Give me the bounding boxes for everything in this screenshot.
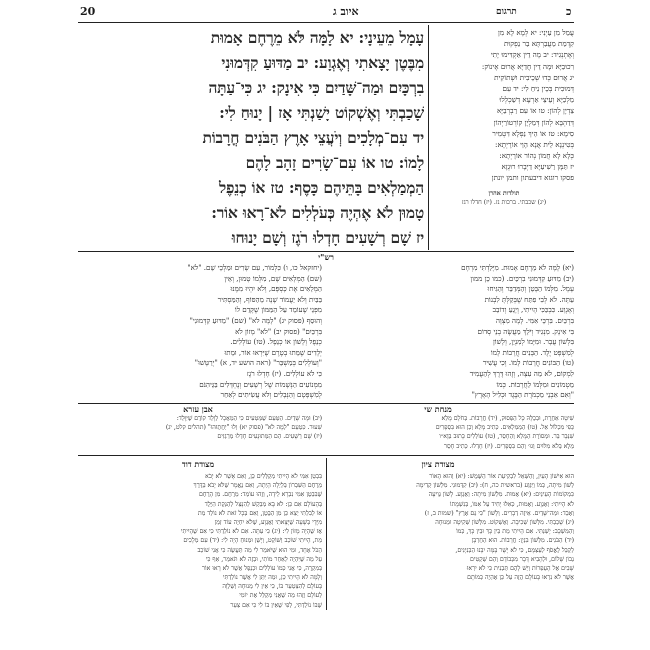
book-page (78, 0, 574, 650)
column-divider (428, 25, 429, 250)
rashi-line: מִפְּנֵי שֶׁעוֹמֵד עַל הַמַּמּוֹן שֶׁקָּדַם לוֹ (234, 305, 322, 315)
metzudat-david-line: שֶׁבִּבְטֶן אִמִּי נִבְרָא לֵידָה, וְזֶהוּ עוֹמֵד: מֵרֶחֶם. מִן הָרֶחֶם (199, 491, 322, 499)
rashi-right-column (330, 263, 574, 401)
main-line: לָמוֹ: טו אוֹ עִם־שָׂרִים זָהָב לָהֶם (245, 153, 424, 172)
rashi-line: עָמָל. מִלְּמוֹ הַבָּטֵן וְהַמְּדַבֵּר וְהַגִּיחוּ (487, 284, 574, 294)
metzudat-tzion-line: אֲשֶׁר לֹא נִרְאוּ בָּעוֹלָם הֲזֶה עַל כֵּן אֶהְיֶה כְּמוֹתָם (467, 574, 574, 582)
rashi-line: (יב) מַדּוּעַ קִדְּמוּנִי בִרְכַּיִם. (כמו כֵן ממון (470, 273, 574, 283)
main-line: מִבֶּטֶן יָצָאתִי וְאֶגְוָע: יב מַדּוּעַ קִדְּמוּנִי (221, 53, 424, 72)
rashi-line: וְאָגְוָע. כִּבְכַּכִּי הָיִיתִי, וְיָגֵעַ וְדוֹבֵב (492, 305, 574, 315)
main-line: טָמוּן לֹא אֶהְיֶה כְּעֹלְלִים לֹא־רָאוּ אוֹר: (211, 203, 424, 222)
metzudat-tzion-line: לֹא הָיִיתִי: וְאֶגְוָע. וְאָמוּת, כְּאִלּוּ יָחִיד עַל אִמּוֹ, בְּנִשְׁמָתוֹ (449, 500, 574, 508)
targum-line: דְּמוּכִית בְּכֵין נִיחַ לִי: יד עִם (502, 83, 574, 93)
metzudat-tzion-line: לְקַבֵּל לֶאֱסֹף לְעַצְמָם, כִּי לֹא יָשָׁר בָּמָּה יִבָּנוּ הַבְּנִיָּנִים, (455, 546, 574, 554)
metzudat-tzion-line: וְהַמִּשְׁכָּב: יָשַׁנְתִּי. אִם הָיִיתִי מֵת בֵּין כָּךְ וּבֵין כָּךְ, כְּמוֹ (456, 528, 574, 536)
rashi-line: "וְעוֹלְלִים בְּמַשְׁבֵּר" (ראה הושע יד, א) "יְרַטָּשׁוּ" (194, 358, 322, 368)
metzudat-tzion-line: הוּא אִישׁוֹן הָעַיִן, וְהַשְּׁאֵל לִבְקִיעַת אוֹר הַשֶּׁמֶשׁ: (יא) וְהוּא הָאוֹר (429, 473, 574, 480)
minchat-shai-heading: מנחת שי (424, 404, 452, 414)
page-number: 20 (80, 5, 96, 18)
metzudat-david-line: בְּמִקְרֶה, כִּי אֲנִי כְּמוֹ עוֹלְלִים וּכְנֵפֶל אֲשֶׁר לֹא רָאוּ אוֹר (201, 564, 322, 572)
rashi-line: (יחזקאל כו, ו) כִּלְמוֹר, עִם שָׂרִים וּמַלְכֵי שֵׁם. "לֹא" (187, 263, 322, 272)
rashi-line: כִּי לֹא עוֹלְלִים. (יז) חָדְלוּ רֹגֶז (246, 368, 322, 378)
metzudat-tzion-line: (יד) הַבֹּנִים. מִלְּשׁוֹן בִּנְיָן: חֳרָבוֹת. הוּא הַחֻרְבָּן (471, 537, 574, 545)
rashi-line: כְנֵפֶל וְלָשׁוֹן אוֹ כְנֵפֶל. (טז) עוֹלְלִים. (230, 337, 322, 347)
rashi-heading: רש"י (318, 252, 334, 262)
ibn-ezra-line: (יב) וּמָה שָׁדַיִם. הַטַּעַם שֶׁמַּטְעִים כִּי הַמַּאֲכָל לְוָלַד קוֹדֶם שֶׁיִּוָּלֵד: (176, 415, 322, 422)
rashi-line: בִּרְכַּיִם" (פסוק יב) "לֹא" מָזוֹן לֹא (235, 326, 322, 336)
metzudat-tzion-line: שָׁבִים אֶל הָעַפְרוֹת וְיֵשׁ לָהֶם תַּבְנִית כִּי לֹא יִרְאוּ (466, 564, 574, 572)
bottom-top-rule (78, 455, 574, 456)
targum-line: דְּדַהְבָּא לְהוֹן דְּמַלְיָן קוֹרְטוֹרַיְהוֹן (493, 117, 574, 127)
rashi-line: מִמְּנוֹעִים הַנְּשָׁמוֹת שֶׁל רְשָׁעִים וְנֶחְדָּלִים בַּגֵּיהִנֹּם (199, 379, 322, 389)
targum-line: מַלְכַיָּא וְעֵיצֵי אַרְעָא דְשַׁכְלְלוּ (499, 95, 574, 105)
rashi-line: מַטְמוֹנִים וּמִלְּמוֹ לַחֲרָבוֹת. כְּמוֹ (496, 379, 574, 389)
metzudat-david-column (78, 472, 322, 610)
main-line: עָמָל מֵעֵינָי: יא לָמָּה לֹּא מֵרֶחֶם אָמוּת (210, 28, 424, 47)
targum-line: יז תַּמָּן רַשִׁיעַיָּא דַיְבָרוּ רוּגְזָא (501, 162, 574, 172)
metzudat-tzion-line: וְאָבֵד: וּמַה־שָּׁדַיִם. אֵיזֶה דְבָרִים. וְלָשׁוֹן "כִּי גַּם אָרֶץ" (שמות ב, ז) (424, 509, 574, 517)
rashi-left-column (78, 263, 322, 401)
ibn-ezra-heading: אבן עזרא (183, 404, 213, 414)
minchat-shai-line: מֵלֶא בְּלֹא מִלּוּיִם וְגוּ׳ וְהֵם בִּסְפָרִים. (יז) חָדְלוּ. כְּתִיב חָסֵר (444, 442, 574, 450)
rashi-line: עַתָּה. לֹא לְבִי פִתַּח שֶׁבְּקַלְּתָּ לִבְנוֹת (484, 294, 574, 304)
main-text (78, 25, 424, 250)
rashi-line: בִּלְשׁוֹן עֲבָר. וּמִיָּמוֹ לְמִנְיַן, וְלָשׁוֹן (492, 337, 574, 347)
metzudat-david-line: בִּבְטַן אִמִּי לֹא הָיִיתִי מְקַלְּלִים כֵּן, וְאִם אָשֵׁר לֹא יָבֹא (205, 473, 322, 480)
metzudat-tzion-column (330, 472, 574, 582)
minchat-shai-line: שִׁנְּבָר בְּר. וּמְסוֹרֶת הַמָּלֵא וְהַחָסֵר, (טז) עוֹלְלִים כָּתוּב בְּוָא״ו (439, 433, 574, 441)
targum-line: סִימָא: טז אוֹ הֵיךְ נַפְלָא דִּטְמִיר (492, 128, 574, 138)
ibn-ezra-line: שִׁעוּר. כִּטַעַם "לְמָה לֹא" (פסוק יא) וְלוּ "יַחֲתֻוּהוּ" (תהלים קלט, יג) (165, 424, 322, 432)
metzudat-david-line: אָז שֶׁהָיָה מָזוֹן לִי: (יג) כִּי עַתָּה. אִם לֹא נוֹלַדְתִּי כִּי אִם שֶׁהָיִיתִי (180, 528, 322, 536)
rashi-line: לִמְקוֹם, לֹא מַה עִצָה, וְזֶהוּ דֶּרֶךְ לְהַעֲמִיד (469, 368, 574, 378)
minchat-shai-line: כְּפִי מִכְלוֹל אֵל. (טו) הַמְמַלְאִים. כְּתִיב מָלֵא וְכֵן הוּא בִּסְפָרִים (435, 424, 574, 432)
metzudat-tzion-line: נְבוֹן שָׁלוֹם, וּלְהָבִיא דָּבָר מִכְּבוֹדָם וְהֵם שְׁקֵטִים (469, 555, 574, 563)
targum-line: כְּלָא לָא חֲמוֹן נְהוֹר אוֹרָיְתָא: (499, 151, 574, 161)
main-line: שָׁכַבְתִּי וְאֶשְׁקוֹט יָשַׁנְתִּי אָז | יָנוּחַ לִי: (219, 103, 424, 122)
rashi-line: (יא) לָמָּה לֹא מֵרֶחֶם אָמוּת. מִיָּלַדְתִּי מִרְחָם (461, 263, 574, 272)
targum-column (434, 27, 574, 184)
targum-line: וְאֶתְנְגִיד: יב מָה דֵין אַקְדִּימוּ יָתִי (490, 50, 574, 60)
main-line: יד עִם־מְלָכִים וְיֹעֲצֵי אָרֶץ הַבֹּנִים חֳרָבוֹת (202, 128, 424, 147)
main-line: הַמְמַלְאִים בָּתֵּיהֶם כָּסֶף: טז אוֹ כְנֵפֶל (218, 178, 424, 197)
rashi-line: בַּבַּיִת וְלֹא יַעֲמוֹד שָׁנָה מֵהַסּוֹף, וְהַמַּסְתִּיר (217, 294, 322, 304)
rashi-line: (טו) הַבּוֹנִים חֳרָבוֹת לָמוֹ. וְכִי עֲשִׁיר (482, 358, 574, 368)
marginal-note-title: תולדות אהרן (488, 190, 520, 197)
main-line: יז שָׁם רְשָׁעִים חָדְלוּ רֹגֶז וְשָׁם יָנוּחוּ (231, 228, 424, 247)
minchat-shai-line: שִׁיטָה אַחֶרֶת, וּבְכֻלָּהּ כָּל הַפְּסוּק, (יד) חֳרָבוֹת. בְּחֹלָם מָלֵא (441, 415, 574, 422)
targum-line: פסקו רוגזא דיבעתון ותמן יונתן (491, 173, 574, 183)
rashi-line: יְלָדִים שֶׁמֵּתוּ בְטֶרֶם שֶׁיִּרְאוּ אוֹר, וּמֵתוּ (224, 347, 322, 357)
targum-label: תרגום (496, 7, 517, 17)
metzudat-david-line: שֶׁבּוֹ נוֹלַדְתִּי, לְפִי שֶׁאֵין בּוֹ לִי כִּי אִם צַעַר (230, 601, 322, 609)
metzudat-david-line: לְעוֹלָם וְזֶהוּ מַה שֶׁאֲנִי מְקַלֵּל אֶת יוֹמִי (239, 592, 322, 600)
metzudat-david-line: אוֹ לְבִלְתִּי יֵצֵא כֵּן מִן הַבֶּטֶן, וְאִם בְּכָל זֹאת לֹא נוֹלַד מֵת (197, 509, 322, 517)
book-title: איוב ג (333, 5, 359, 18)
metzudat-tzion-heading: מצודת ציון (421, 459, 455, 469)
rashi-line: לְמִשְׁפָּט יֶלֶד. הַבָּנִים חֳרָבוֹת לָמוֹ (490, 347, 574, 357)
metzudat-david-line: בָּעוֹלָם לְהִצְטַעֵר בּוֹ, כִּי אֵין לִי מְנוּחָה וְשַׁלְוָה (222, 583, 322, 591)
rashi-line: הַמְּלֵאִים אֶת כָּסְפָּם, וְלֹא יִהְיוּ מִמֶּנּוּ (230, 284, 322, 294)
metzudat-tzion-line: (יג) שָׁכַבְתִּי. מִלְּשׁוֹן שְׁכִיבָה. וְאֶשְׁקוֹט. מִלְּשׁוֹן שְׁקִיטָה וּמְנוּחָה (435, 518, 574, 526)
rashi-line: בִּי אִינָק. מִנְגִיד וְיֹלֵךְ מַעֲשֶׂה בְנֵי סְדוֹם (477, 326, 574, 336)
metzudat-david-heading: מצודת דוד (181, 459, 215, 469)
metzudat-david-line: וְלָמָּה לֹא הָיִיתִי כֵּן, וּמַה יִּתֵּן לִי אֲשֶׁר נוֹלַדְתִּי (222, 574, 322, 582)
marginal-note (434, 189, 574, 207)
rashi-line: "וְאִם אַבְנֵי מַכְמֹרֶת הַבֶּגֶד וּכְלִיל הָאָרֶץ" (471, 390, 574, 400)
ibn-ezra-line: (יז) שָׁם רְשָׁעִים. הֵם הַמְּתוּנָעִים חָדְלוּ מְרַגְזִים (217, 433, 322, 441)
targum-line: בְּטִינְנָא לֵית אֲנָא הָוֵי אוֹרָיְתָא: (495, 139, 574, 149)
header-rule (78, 22, 574, 23)
rashi-line: וְהוּסַף (פסוק יג) "לָמָּה לֹא" (שם) "מַדּוּעַ קִדְּמוּנִי" (189, 315, 322, 325)
targum-line: עֲמַל מִן עַיְנִי: יא לְמָא לָא מִן (498, 28, 574, 37)
targum-line: יג אֲרוּם כְּדוּ שְׁכֵיבִית וּשְׁתוֹקִית (494, 72, 574, 82)
rashi-line: בִּרְכַּיִם. בִּרְכֵּי אִמִּי. לָמָה מִצְוָה (495, 315, 574, 325)
metzudat-david-line: מֵרֶחֶם הַשִּׁבְרוֹן בְּלַיְלָה הָיְתָה, וְאִם נֶאֱמָר שֶׁלֹּא יָבֹא בַּדֶּרֶךְ (193, 482, 322, 490)
rashi-line: (שם) הַמְּלָאִים שָׁם, מִלְּמוֹ טָמוּן, וְאֵין (224, 273, 322, 283)
main-line: בִרְכָּיִם וּמַה־שָּׁדַיִם כִּי אִינָק: יג כִּי־עַתָּה (208, 78, 424, 97)
metzudat-david-line: הַכֹּל אֶחָד, וּמִי הוּא שֶׁיֹּאמַר לִי מַה תַּעֲשֶׂה כִּי אֲנִי שׁוֹכֵב (197, 546, 322, 554)
targum-line: קִדְמַת מַעֲבַרְתָּא בַר נַפְקוּת (504, 39, 574, 49)
targum-line: רִכוּבַיָּא וּמָה דֵין חֲדַיָּא אֲרוּם אֶינוֹק: (481, 61, 574, 71)
metzudat-david-line: מִיָּדָי בְּשָׁעָה שֶׁיָּצָאתִי וְאֶגְוָע, שֶׁלֹּא יִחְיֶה עוֹד זְמַן (214, 518, 322, 526)
ibn-ezra-column (78, 414, 322, 442)
bottom-column-divider (326, 458, 327, 610)
page-letter: כ (566, 5, 572, 18)
marginal-note-line: (יג) שכבתי. ברכות נז. (יז) חדלו רגז (461, 199, 547, 207)
metzudat-tzion-line: כִּמְקוֹמוֹת הָעֵינַיִם: (יא) אָמוּת. מִלְּשׁוֹן מִיתָה: וְאֶגְוָע. לָשׁוֹן גְּוִיעָה (428, 491, 574, 499)
metzudat-david-line: עַל מַה שֶּׁיִּהְיֶה לְאַחַר מוֹתִי, וּבְזֶה לֹא תֹּאמַר, אַף כִּי (205, 555, 322, 563)
rashi-line: לְמִשְׁפָּטָם וְהַנְּבָלִים וְלֹא עֲשִׂיתִים לְאַחַר (220, 390, 322, 400)
metzudat-tzion-line: לְשׁוֹן מִיתָה, כְּמוֹ וַיִּגְוַע (בראשית כה, ח): (יב) קִדְּמוּנִי. מִלְּשׁוֹן קְדִימָה (416, 482, 574, 490)
metzudat-david-line: מֵת, הָיִיתִי שׁוֹכֵב וְשׁוֹקֵט, וְיָשֵׁן וּמְנוּחַ הָיָה לִי: (יד) עִם מְלָכִים (183, 537, 322, 545)
minchat-shai-column (330, 414, 574, 451)
metzudat-david-line: בְּהָעוֹלָם אִם כֵּן: לֹא בָּא מְבַקְשׁ לְהִנָּצֵל לְהַנְּקַת הַיֶּלֶד (204, 500, 322, 508)
targum-line: צַדְיָן לְהוֹן: טו אוֹ עִם רַבְרְבַיָּא (496, 106, 574, 116)
